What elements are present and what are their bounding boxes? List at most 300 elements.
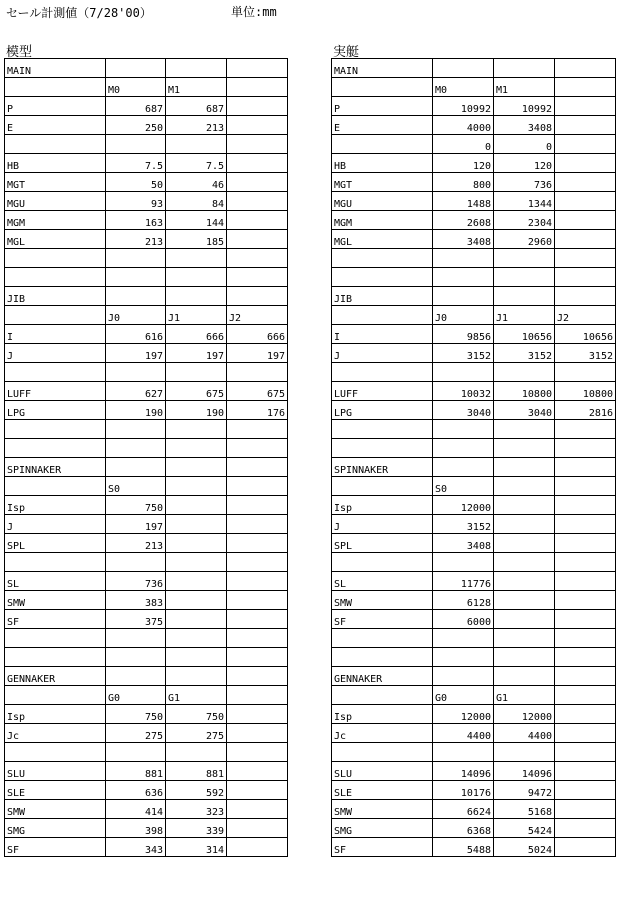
row-label-cell[interactable] [332,306,433,325]
value-cell[interactable] [555,287,616,306]
value-cell[interactable]: 3152 [494,344,555,363]
value-cell[interactable] [227,705,288,724]
value-cell[interactable]: 6624 [433,800,494,819]
value-cell[interactable] [433,629,494,648]
value-cell[interactable]: 5024 [494,838,555,857]
value-cell[interactable] [433,287,494,306]
value-cell[interactable]: 3408 [433,534,494,553]
value-cell[interactable]: 84 [166,192,227,211]
value-cell[interactable] [555,116,616,135]
row-label-cell[interactable] [332,249,433,268]
value-cell[interactable] [227,458,288,477]
row-label-cell[interactable]: SPINNAKER [332,458,433,477]
row-label-cell[interactable]: E [5,116,106,135]
value-cell[interactable]: 250 [106,116,166,135]
value-cell[interactable] [166,439,227,458]
value-cell[interactable] [227,743,288,762]
value-cell[interactable]: 4000 [433,116,494,135]
value-cell[interactable] [433,458,494,477]
row-label-cell[interactable] [5,249,106,268]
row-label-cell[interactable]: P [332,97,433,116]
value-cell[interactable]: 93 [106,192,166,211]
value-cell[interactable]: 6000 [433,610,494,629]
row-label-cell[interactable]: SMW [332,591,433,610]
value-cell[interactable] [227,591,288,610]
value-cell[interactable]: 275 [106,724,166,743]
value-cell[interactable]: 314 [166,838,227,857]
value-cell[interactable] [166,458,227,477]
value-cell[interactable] [227,268,288,287]
value-cell[interactable]: 736 [494,173,555,192]
value-cell[interactable] [227,420,288,439]
value-cell[interactable]: 6368 [433,819,494,838]
value-cell[interactable] [555,591,616,610]
value-cell[interactable] [555,800,616,819]
value-cell[interactable] [494,534,555,553]
value-cell[interactable] [494,458,555,477]
value-cell[interactable] [106,59,166,78]
value-cell[interactable]: 3408 [494,116,555,135]
value-cell[interactable] [555,629,616,648]
row-label-cell[interactable]: SPL [5,534,106,553]
value-cell[interactable] [166,572,227,591]
value-cell[interactable] [106,249,166,268]
value-cell[interactable] [433,648,494,667]
value-cell[interactable] [166,648,227,667]
value-cell[interactable]: 120 [433,154,494,173]
value-cell[interactable] [555,78,616,97]
value-cell[interactable] [227,610,288,629]
value-cell[interactable]: S0 [106,477,166,496]
value-cell[interactable] [227,363,288,382]
value-cell[interactable] [166,249,227,268]
row-label-cell[interactable]: GENNAKER [5,667,106,686]
value-cell[interactable]: 197 [166,344,227,363]
value-cell[interactable] [555,781,616,800]
value-cell[interactable]: 10656 [494,325,555,344]
value-cell[interactable] [227,648,288,667]
row-label-cell[interactable]: MGM [332,211,433,230]
value-cell[interactable]: 3152 [433,344,494,363]
value-cell[interactable] [227,249,288,268]
row-label-cell[interactable]: SLU [5,762,106,781]
value-cell[interactable] [494,268,555,287]
value-cell[interactable]: 800 [433,173,494,192]
value-cell[interactable] [555,192,616,211]
value-cell[interactable]: M0 [106,78,166,97]
value-cell[interactable] [227,819,288,838]
row-label-cell[interactable]: LUFF [5,382,106,401]
value-cell[interactable]: 0 [494,135,555,154]
value-cell[interactable]: 50 [106,173,166,192]
value-cell[interactable] [494,249,555,268]
value-cell[interactable] [555,667,616,686]
row-label-cell[interactable]: MGT [5,173,106,192]
value-cell[interactable] [555,211,616,230]
value-cell[interactable]: J0 [106,306,166,325]
value-cell[interactable] [227,116,288,135]
value-cell[interactable]: 10800 [494,382,555,401]
row-label-cell[interactable] [5,439,106,458]
value-cell[interactable]: 10032 [433,382,494,401]
value-cell[interactable]: J0 [433,306,494,325]
value-cell[interactable]: 14096 [433,762,494,781]
value-cell[interactable] [494,667,555,686]
row-label-cell[interactable] [332,648,433,667]
value-cell[interactable]: 675 [166,382,227,401]
row-label-cell[interactable]: J [332,344,433,363]
row-label-cell[interactable]: SLE [5,781,106,800]
value-cell[interactable]: 666 [166,325,227,344]
row-label-cell[interactable]: J [5,515,106,534]
value-cell[interactable]: 12000 [494,705,555,724]
row-label-cell[interactable]: LPG [5,401,106,420]
value-cell[interactable]: 343 [106,838,166,857]
row-label-cell[interactable]: SF [332,838,433,857]
value-cell[interactable] [106,287,166,306]
value-cell[interactable] [106,553,166,572]
value-cell[interactable] [166,268,227,287]
value-cell[interactable]: 2608 [433,211,494,230]
value-cell[interactable]: 687 [166,97,227,116]
value-cell[interactable] [166,135,227,154]
row-label-cell[interactable]: JIB [332,287,433,306]
value-cell[interactable] [555,572,616,591]
value-cell[interactable] [494,496,555,515]
value-cell[interactable] [494,553,555,572]
value-cell[interactable]: 1488 [433,192,494,211]
value-cell[interactable] [166,591,227,610]
value-cell[interactable] [166,496,227,515]
value-cell[interactable] [555,534,616,553]
value-cell[interactable] [494,648,555,667]
row-label-cell[interactable] [332,420,433,439]
value-cell[interactable]: 736 [106,572,166,591]
value-cell[interactable] [166,667,227,686]
row-label-cell[interactable]: SMW [5,591,106,610]
value-cell[interactable] [227,553,288,572]
value-cell[interactable] [227,192,288,211]
row-label-cell[interactable]: MGU [5,192,106,211]
value-cell[interactable]: 687 [106,97,166,116]
value-cell[interactable] [227,515,288,534]
value-cell[interactable] [433,420,494,439]
row-label-cell[interactable] [332,268,433,287]
value-cell[interactable] [227,496,288,515]
value-cell[interactable]: 414 [106,800,166,819]
row-label-cell[interactable]: MGM [5,211,106,230]
value-cell[interactable]: 10992 [494,97,555,116]
value-cell[interactable] [166,553,227,572]
value-cell[interactable] [494,439,555,458]
row-label-cell[interactable] [332,629,433,648]
value-cell[interactable] [106,268,166,287]
value-cell[interactable]: 383 [106,591,166,610]
row-label-cell[interactable]: SMG [5,819,106,838]
value-cell[interactable] [433,249,494,268]
value-cell[interactable]: M1 [494,78,555,97]
row-label-cell[interactable]: P [5,97,106,116]
value-cell[interactable] [555,59,616,78]
row-label-cell[interactable]: LPG [332,401,433,420]
value-cell[interactable] [555,610,616,629]
value-cell[interactable]: 666 [227,325,288,344]
row-label-cell[interactable]: E [332,116,433,135]
value-cell[interactable] [227,781,288,800]
value-cell[interactable]: 1344 [494,192,555,211]
row-label-cell[interactable]: SMG [332,819,433,838]
value-cell[interactable] [555,230,616,249]
row-label-cell[interactable] [5,686,106,705]
row-label-cell[interactable] [5,629,106,648]
row-label-cell[interactable]: MGL [5,230,106,249]
value-cell[interactable] [494,572,555,591]
row-label-cell[interactable] [5,135,106,154]
value-cell[interactable] [227,173,288,192]
value-cell[interactable] [227,838,288,857]
value-cell[interactable] [227,762,288,781]
row-label-cell[interactable] [5,363,106,382]
value-cell[interactable] [555,458,616,477]
row-label-cell[interactable] [332,363,433,382]
value-cell[interactable]: 10992 [433,97,494,116]
value-cell[interactable]: 2960 [494,230,555,249]
value-cell[interactable] [555,249,616,268]
row-label-cell[interactable] [5,268,106,287]
value-cell[interactable]: 675 [227,382,288,401]
value-cell[interactable]: 213 [166,116,227,135]
value-cell[interactable] [227,97,288,116]
value-cell[interactable]: 10176 [433,781,494,800]
row-label-cell[interactable]: SLE [332,781,433,800]
value-cell[interactable]: 4400 [433,724,494,743]
value-cell[interactable] [555,838,616,857]
row-label-cell[interactable]: MGU [332,192,433,211]
value-cell[interactable] [555,496,616,515]
row-label-cell[interactable]: J [332,515,433,534]
row-label-cell[interactable]: SMW [332,800,433,819]
value-cell[interactable] [433,743,494,762]
value-cell[interactable]: 627 [106,382,166,401]
value-cell[interactable] [166,629,227,648]
value-cell[interactable]: 398 [106,819,166,838]
value-cell[interactable]: 213 [106,534,166,553]
value-cell[interactable]: 636 [106,781,166,800]
value-cell[interactable]: 3152 [433,515,494,534]
row-label-cell[interactable]: J [5,344,106,363]
value-cell[interactable] [555,363,616,382]
row-label-cell[interactable] [5,420,106,439]
value-cell[interactable] [227,135,288,154]
value-cell[interactable]: M0 [433,78,494,97]
value-cell[interactable]: 5488 [433,838,494,857]
row-label-cell[interactable]: SL [5,572,106,591]
row-label-cell[interactable]: Isp [5,496,106,515]
value-cell[interactable]: 190 [106,401,166,420]
value-cell[interactable] [106,135,166,154]
row-label-cell[interactable]: MAIN [332,59,433,78]
value-cell[interactable]: 7.5 [166,154,227,173]
value-cell[interactable]: 11776 [433,572,494,591]
value-cell[interactable] [106,743,166,762]
value-cell[interactable] [433,59,494,78]
value-cell[interactable]: M1 [166,78,227,97]
value-cell[interactable]: 185 [166,230,227,249]
value-cell[interactable]: 10800 [555,382,616,401]
value-cell[interactable] [494,420,555,439]
row-label-cell[interactable] [332,686,433,705]
row-label-cell[interactable] [5,477,106,496]
row-label-cell[interactable]: Isp [332,705,433,724]
value-cell[interactable] [227,59,288,78]
value-cell[interactable] [106,629,166,648]
value-cell[interactable]: J2 [227,306,288,325]
row-label-cell[interactable] [332,135,433,154]
row-label-cell[interactable]: Jc [332,724,433,743]
value-cell[interactable] [555,743,616,762]
value-cell[interactable]: 190 [166,401,227,420]
value-cell[interactable]: 2304 [494,211,555,230]
value-cell[interactable] [433,439,494,458]
value-cell[interactable]: 46 [166,173,227,192]
value-cell[interactable]: 3040 [494,401,555,420]
value-cell[interactable]: 375 [106,610,166,629]
value-cell[interactable]: G1 [166,686,227,705]
row-label-cell[interactable]: JIB [5,287,106,306]
value-cell[interactable]: 275 [166,724,227,743]
value-cell[interactable] [494,515,555,534]
row-label-cell[interactable] [332,743,433,762]
value-cell[interactable] [555,648,616,667]
row-label-cell[interactable]: SF [332,610,433,629]
value-cell[interactable]: 120 [494,154,555,173]
row-label-cell[interactable]: SPL [332,534,433,553]
row-label-cell[interactable]: HB [5,154,106,173]
value-cell[interactable]: 10656 [555,325,616,344]
value-cell[interactable] [494,477,555,496]
value-cell[interactable]: 5168 [494,800,555,819]
value-cell[interactable] [227,287,288,306]
value-cell[interactable] [433,667,494,686]
value-cell[interactable]: 6128 [433,591,494,610]
value-cell[interactable]: 9856 [433,325,494,344]
row-label-cell[interactable] [332,439,433,458]
value-cell[interactable] [494,287,555,306]
value-cell[interactable]: 881 [166,762,227,781]
row-label-cell[interactable] [332,477,433,496]
value-cell[interactable] [166,534,227,553]
value-cell[interactable] [227,534,288,553]
value-cell[interactable]: G0 [433,686,494,705]
value-cell[interactable]: 750 [106,705,166,724]
row-label-cell[interactable] [5,553,106,572]
value-cell[interactable]: 616 [106,325,166,344]
value-cell[interactable] [106,648,166,667]
row-label-cell[interactable]: SLU [332,762,433,781]
value-cell[interactable] [106,667,166,686]
value-cell[interactable]: 323 [166,800,227,819]
value-cell[interactable]: 4400 [494,724,555,743]
row-label-cell[interactable] [332,553,433,572]
value-cell[interactable] [494,59,555,78]
value-cell[interactable]: 197 [106,515,166,534]
value-cell[interactable] [555,762,616,781]
value-cell[interactable] [555,268,616,287]
value-cell[interactable] [555,173,616,192]
value-cell[interactable] [227,629,288,648]
row-label-cell[interactable]: SL [332,572,433,591]
value-cell[interactable]: 176 [227,401,288,420]
value-cell[interactable]: 144 [166,211,227,230]
value-cell[interactable] [227,800,288,819]
value-cell[interactable] [555,154,616,173]
value-cell[interactable] [166,743,227,762]
value-cell[interactable]: J1 [494,306,555,325]
value-cell[interactable]: G0 [106,686,166,705]
value-cell[interactable]: 197 [227,344,288,363]
value-cell[interactable] [106,458,166,477]
value-cell[interactable]: 750 [166,705,227,724]
row-label-cell[interactable]: MAIN [5,59,106,78]
row-label-cell[interactable]: SMW [5,800,106,819]
row-label-cell[interactable] [5,648,106,667]
value-cell[interactable] [166,363,227,382]
row-label-cell[interactable] [332,78,433,97]
value-cell[interactable] [166,287,227,306]
value-cell[interactable] [227,230,288,249]
value-cell[interactable]: J2 [555,306,616,325]
row-label-cell[interactable]: I [332,325,433,344]
row-label-cell[interactable]: MGL [332,230,433,249]
value-cell[interactable] [166,477,227,496]
value-cell[interactable]: 3152 [555,344,616,363]
value-cell[interactable]: J1 [166,306,227,325]
value-cell[interactable]: 12000 [433,496,494,515]
row-label-cell[interactable]: SF [5,610,106,629]
value-cell[interactable] [555,420,616,439]
row-label-cell[interactable] [5,78,106,97]
value-cell[interactable]: 2816 [555,401,616,420]
value-cell[interactable]: 0 [433,135,494,154]
value-cell[interactable] [433,553,494,572]
value-cell[interactable]: 881 [106,762,166,781]
value-cell[interactable]: 213 [106,230,166,249]
value-cell[interactable] [166,515,227,534]
value-cell[interactable]: 5424 [494,819,555,838]
value-cell[interactable]: 592 [166,781,227,800]
value-cell[interactable] [555,724,616,743]
value-cell[interactable] [555,515,616,534]
row-label-cell[interactable]: HB [332,154,433,173]
value-cell[interactable]: 163 [106,211,166,230]
value-cell[interactable] [433,363,494,382]
value-cell[interactable]: 3408 [433,230,494,249]
value-cell[interactable] [227,211,288,230]
value-cell[interactable] [227,667,288,686]
value-cell[interactable] [227,439,288,458]
value-cell[interactable] [494,743,555,762]
value-cell[interactable] [555,705,616,724]
value-cell[interactable] [555,819,616,838]
value-cell[interactable] [227,78,288,97]
value-cell[interactable]: 14096 [494,762,555,781]
value-cell[interactable] [494,610,555,629]
value-cell[interactable] [494,363,555,382]
row-label-cell[interactable]: GENNAKER [332,667,433,686]
value-cell[interactable] [227,572,288,591]
value-cell[interactable] [555,686,616,705]
value-cell[interactable] [555,439,616,458]
